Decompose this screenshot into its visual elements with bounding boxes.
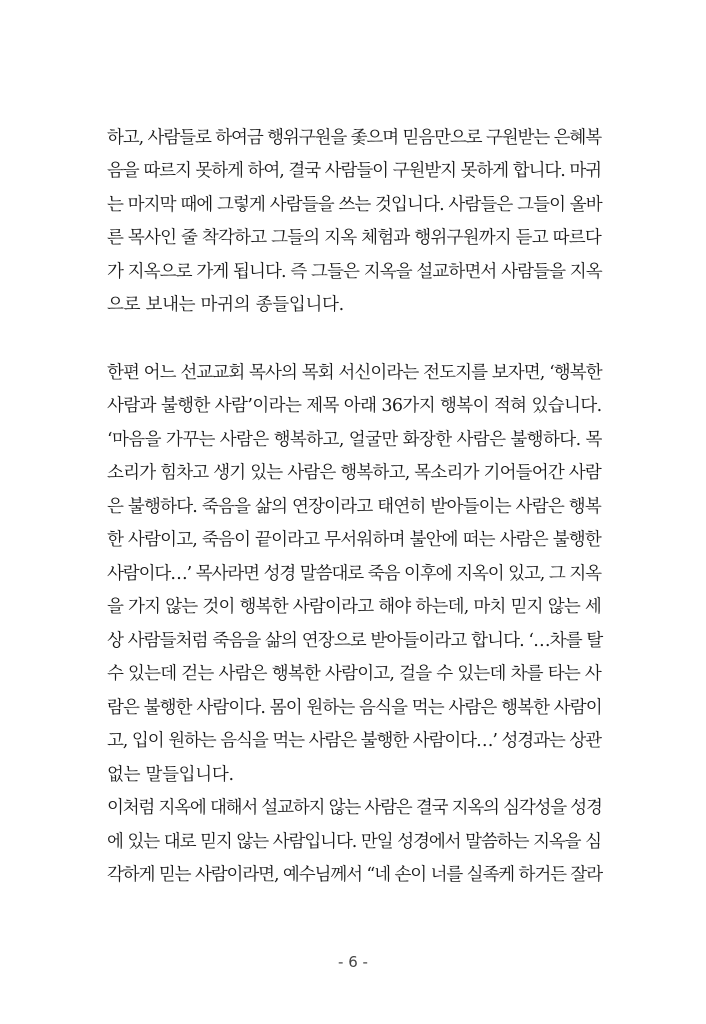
text-line: 람은 불행한 사람이다. 몸이 원하는 음식을 먹는 사람은 행복한 사람이: [107, 698, 602, 718]
text-line: 을 가지 않는 것이 행복한 사람이라고 해야 하는데, 마치 믿지 않는 세: [107, 597, 601, 617]
text-line: 한 사람이고, 죽음이 끝이라고 무서워하며 불안에 떠는 사람은 불행한: [107, 530, 601, 550]
text-line: 음을 따르지 못하게 하여, 결국 사람들이 구원받지 못하게 합니다. 마귀: [107, 161, 601, 181]
page-number: - 6 -: [338, 953, 368, 971]
text-line: 소리가 힘차고 생기 있는 사람은 행복하고, 목소리가 기어들어간 사람: [107, 463, 601, 483]
text-line: 없는 말들입니다.: [107, 765, 234, 785]
text-line: 으로 보내는 마귀의 종들입니다.: [107, 295, 344, 315]
text-line: 고, 입이 원하는 음식을 먹는 사람은 불행한 사람이다…’ 성경과는 상관: [107, 731, 601, 751]
text-line: 는 마지막 때에 그렇게 사람들을 쓰는 것입니다. 사람들은 그들이 올바: [107, 195, 602, 215]
text-line: 상 사람들처럼 죽음을 삶의 연장으로 받아들이라고 합니다. ‘…차를 탈: [107, 631, 603, 651]
text-line: 수 있는데 걷는 사람은 행복한 사람이고, 걸을 수 있는데 차를 타는 사: [107, 664, 601, 684]
text-line: 른 목사인 줄 착각하고 그들의 지옥 체험과 행위구원까지 듣고 따르다: [107, 228, 601, 248]
text-line: 은 불행하다. 죽음을 삶의 연장이라고 태연히 받아들이는 사람은 행복: [107, 497, 601, 517]
text-line: 한편 어느 선교교회 목사의 목회 서신이라는 전도지를 보자면, ‘행복한: [107, 363, 602, 383]
text-line: 에 있는 대로 믿지 않는 사람입니다. 만일 성경에서 말씀하는 지옥을 심: [107, 832, 601, 852]
text-line: 각하게 믿는 사람이라면, 예수님께서 “네 손이 너를 실족케 하거든 잘라: [107, 865, 603, 885]
text-line: 이처럼 지옥에 대해서 설교하지 않는 사람은 결국 지옥의 심각성을 성경: [107, 798, 602, 818]
text-line: 하고, 사람들로 하여금 행위구원을 좇으며 믿음만으로 구원받는 은혜복: [107, 128, 602, 148]
text-line: ‘마음을 가꾸는 사람은 행복하고, 얼굴만 화장한 사람은 불행하다. 목: [107, 430, 602, 450]
text-line: 사람이다…’ 목사라면 성경 말씀대로 죽음 이후에 지옥이 있고, 그 지옥: [107, 564, 601, 584]
text-line: 사람과 불행한 사람’이라는 제목 아래 36가지 행복이 적혀 있습니다.: [107, 396, 602, 416]
text-line: 가 지옥으로 가게 됩니다. 즉 그들은 지옥을 설교하면서 사람들을 지옥: [107, 262, 602, 282]
